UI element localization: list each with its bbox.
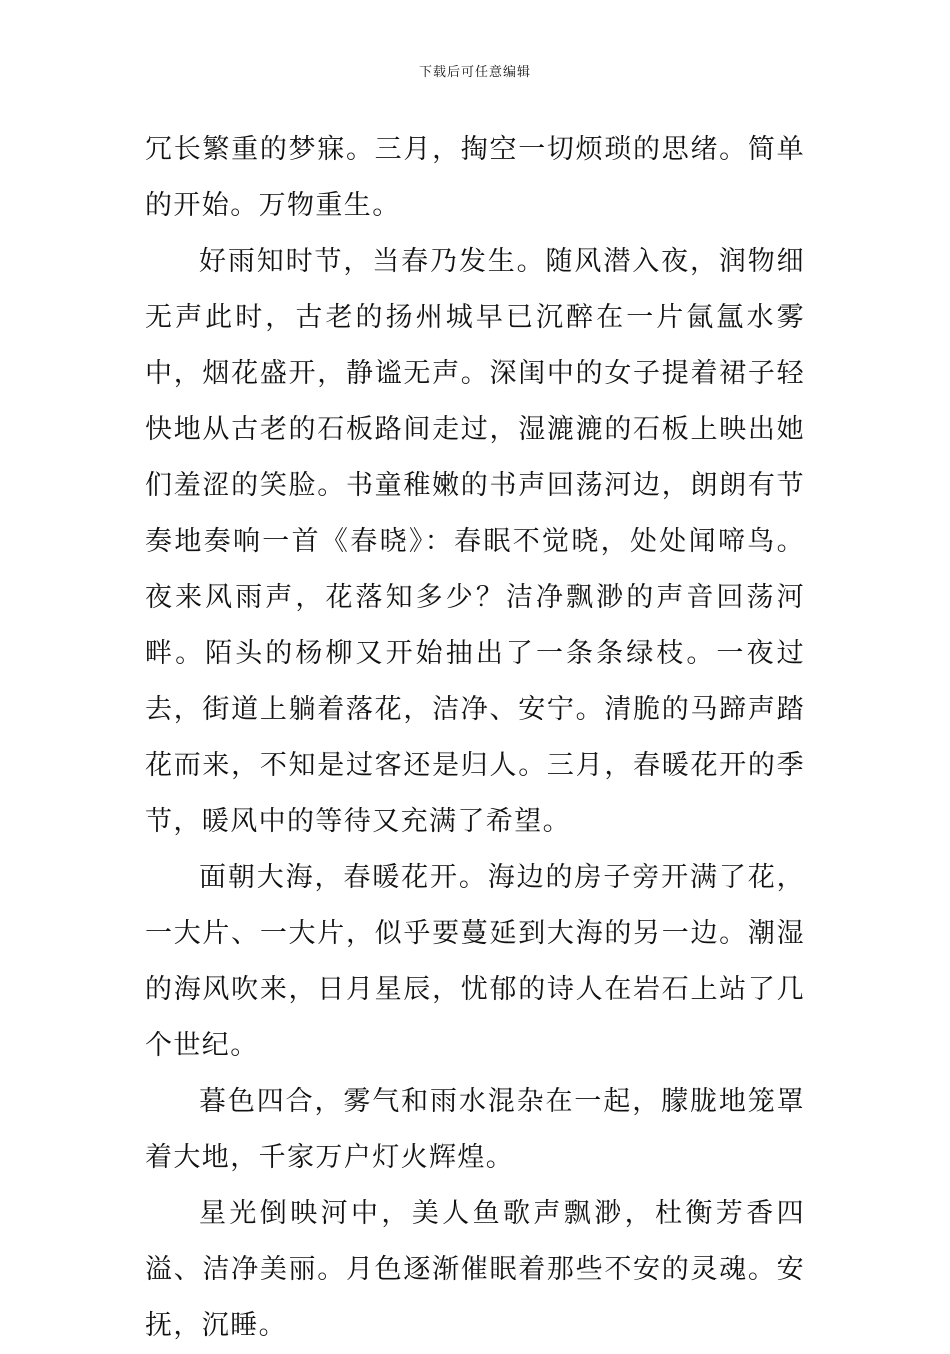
paragraph-continuation: 冗长繁重的梦寐。三月，掏空一切烦琐的思绪。简单的开始。万物重生。 xyxy=(145,134,805,221)
paragraph: 星光倒映河中，美人鱼歌声飘渺，杜衡芳香四溢、洁净美丽。月色逐渐催眠着那些不安的灵魂。安抚，沉睡。 xyxy=(145,1198,805,1341)
paragraph: 好雨知时节，当春乃发生。随风潜入夜，润物细无声此时，古老的扬州城早已沉醉在一片氤氲水雾中，烟花盛开，静谧无声。深闺中的女子提着裙子轻快地从古老的石板路间走过，湿漉漉的石板上映出她们羞涩的笑脸。书童稚嫩的书声回荡河边，朗朗有节奏地奏响一首《春晓》：春眠不觉晓，处处闻啼鸟。夜来风雨声，花落知多少？洁净飘渺的声音回荡河畔。陌头的杨柳又开始抽出了一条条绿枝。一夜过去，街道上躺着落花，洁净、安宁。清脆的马蹄声踏花而来，不知是过客还是归人。三月，春暖花开的季节，暖风中的等待又充满了希望。 xyxy=(145,246,805,837)
page-header: 下载后可任意编辑 xyxy=(418,65,531,80)
paragraph: 面朝大海，春暖花开。海边的房子旁开满了花，一大片、一大片，似乎要蔓延到大海的另一边。潮湿的海风吹来，日月星辰，忧郁的诗人在岩石上站了几个世纪。 xyxy=(145,862,805,1061)
paragraph: 暮色四合，雾气和雨水混杂在一起，朦胧地笼罩着大地，千家万户灯火辉煌。 xyxy=(145,1086,805,1173)
document-body xyxy=(145,122,805,1354)
